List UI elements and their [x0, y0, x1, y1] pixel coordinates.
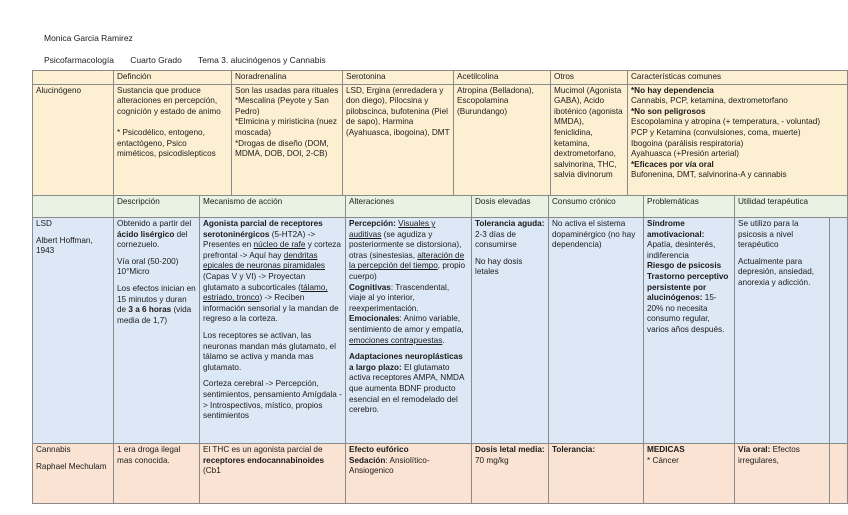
lsd-desc-route: Vía oral (50-200) 10°Micro	[117, 256, 179, 277]
cell-lsd-dosis	[472, 218, 549, 444]
table2-row-cannabis	[33, 444, 848, 504]
lsd-desc-acid: ácido lisérgico	[117, 229, 175, 239]
table1-header-definicion: Definción	[114, 71, 232, 85]
lsd-dosis-a1: Tolerancia aguda:	[475, 219, 545, 228]
table1-header-row	[33, 71, 848, 85]
lsd-util-b: Actualmente para depresión, ansiedad, anorexia y adicción.	[738, 256, 815, 287]
lsd-mec-t3: núcleo de rafe	[253, 240, 306, 250]
cell-otros: Mucimol (Agonista GABA), Acido iboténico (agonista MMDA), feniclidina, ketamina, dextrometorfano, salvinorina, THC, salvia divinorum	[551, 84, 628, 196]
cell-cannabis-consumo	[549, 444, 644, 504]
cell-lsd-problematicas	[644, 218, 735, 444]
lsd-prob-a2: Apatía, desinterés, indiferencia	[647, 240, 716, 260]
char-line-6: Ibogoina (parálisis respiratoria)	[631, 138, 744, 148]
cell-lsd-alteraciones	[346, 218, 472, 444]
cell-lsd-descripcion	[114, 218, 200, 444]
cell-lsd-mecanismo	[200, 218, 346, 444]
cannabis-mec-a: El THC es un agonista parcial de	[203, 445, 323, 454]
table2-header-mecanismo: Mecanismo de acción	[200, 196, 346, 218]
lsd-dosis-b: No hay dosis letales	[475, 256, 523, 277]
row-label-lsd	[33, 218, 114, 444]
lsd-author: Albert Hoffman, 1943	[36, 235, 93, 256]
cannabis-util-b: Efectos irregulares,	[738, 445, 800, 465]
row-label-alucinogeno: Alucinógeno	[33, 84, 114, 196]
lsd-alt-a2: Visuales y auditivas	[349, 219, 436, 239]
lsd-mec-t1: Agonista parcial de receptores serotoninérgicos	[203, 219, 323, 239]
lsd-alt-d2: El glutamato activa receptores AMPA, NMDA que aumenta BDNF producto esencial en el remodelado del cerebro.	[349, 362, 464, 415]
lsd-alt-c4: .	[442, 335, 445, 345]
lsd-desc-a1: Obtenido a partir del	[117, 219, 192, 228]
lsd-alt-b2: : Trascendental, viaje al yo interior, reexperimentación.	[349, 282, 450, 313]
cell-cannabis-descripcion: 1 era droga ilegal mas conocida.	[114, 444, 200, 504]
cannabis-alt-b2: : Ansiolítico-Ansiogenico	[349, 455, 430, 476]
char-line-7: Ayahuasca (+Presión arterial)	[631, 149, 739, 159]
table2-header-alteraciones: Alteraciones	[346, 196, 472, 218]
lsd-mec-t2: (5-HT2A) -> Presentes en	[203, 229, 316, 250]
table2-header-consumo: Consumo crónico	[549, 196, 644, 218]
lsd-name: LSD	[36, 219, 52, 228]
cannabis-consumo: Tolerancia:	[552, 445, 596, 454]
table2-header-problematicas: Problemáticas	[644, 196, 735, 218]
cannabis-prob-a: MEDICAS	[647, 445, 685, 454]
cell-cannabis-dosis	[472, 444, 549, 504]
table1-header-serotonina: Serotonina	[343, 71, 454, 85]
table2-header-empty	[33, 196, 114, 218]
lsd-alt-a3: (se agudiza y posteriormente se distorsiona), otras (sinestesias,	[349, 229, 462, 260]
char-line-2: Cannabis, PCP, ketamina, dextrometorfano	[631, 96, 788, 106]
lsd-alt-a5: , propio cuerpo)	[349, 261, 466, 281]
row-label-cannabis	[33, 444, 114, 504]
lsd-alt-a1: Percepción:	[349, 219, 399, 228]
cannabis-name: Cannabis	[36, 445, 71, 454]
cell-cannabis-extra	[830, 444, 848, 504]
table2-header-descripcion: Descripción	[114, 196, 200, 218]
lsd-mec-p3: Corteza cerebral -> Percepción, sentimientos, pensamiento Amígdala -> Introspectivos, místico, propios sentimientos	[203, 379, 342, 421]
table1-header-acetilcolina: Acetilcolina	[454, 71, 551, 85]
cannabis-author: Raphael Mechulam	[36, 461, 107, 471]
cannabis-alt-a: Efecto eufórico	[349, 445, 409, 454]
cell-cannabis-mecanismo	[200, 444, 346, 504]
cell-cannabis-problematicas	[644, 444, 735, 504]
lsd-dosis-a2: 2-3 días de consumirse	[475, 229, 517, 250]
subject-label: Psicofarmacología	[44, 55, 114, 65]
cannabis-mec-c: (Cb1	[203, 466, 221, 476]
substances-detail-table	[32, 195, 848, 504]
char-line-1: *No hay dependencia	[631, 85, 714, 95]
topic-label: Tema 3. alucinógenos y Cannabis	[198, 55, 326, 65]
lsd-alt-c3: emociones contrapuestas	[349, 335, 443, 345]
cannabis-util-a: Vía oral:	[738, 445, 771, 454]
lsd-util-a: Se utilizo para la psicosis a nivel terapéutico	[738, 219, 799, 250]
cell-noradrenalina: Son las usadas para rituales *Mescalina (Peyote y San Pedro) *Elmicina y miristicina (nuez moscada) *Drogas de diseño (DOM, MDMA, DOB, DOI, 2-CB)	[232, 84, 343, 196]
table1-header-empty	[33, 71, 114, 85]
table2-header-row	[33, 196, 848, 218]
cell-cannabis-utilidad	[735, 444, 830, 504]
table2-row-lsd	[33, 218, 848, 444]
lsd-mec-t5: dendritas epicales de neuronas piramidales	[203, 250, 325, 271]
cannabis-dosis-a: Dosis letal media:	[475, 445, 545, 454]
cell-caracteristicas	[628, 84, 848, 196]
lsd-alt-c2: : Animo variable, sentimiento de amor y empatía,	[349, 314, 464, 334]
lsd-prob-b1: Riesgo de psicosis Trastorno perceptivo persistente por alucinógenos:	[647, 261, 729, 303]
char-line-8: *Eficaces por vía oral	[631, 159, 714, 169]
author-name: Monica Garcia Ramirez	[44, 33, 133, 43]
cell-acetilcolina: Atropina (Belladona), Escopolamina (Burundango)	[454, 84, 551, 196]
lsd-desc-c1: Los efectos inician en 15 minutos y duran de	[117, 283, 196, 315]
char-line-5: PCP y Ketamina (convulsiones, coma, muerte)	[631, 127, 801, 137]
lsd-desc-a3: del cornezuelo.	[117, 229, 188, 250]
table1-row-alucinogeno	[33, 84, 848, 196]
lsd-mec-t7: tálamo, estriado, tronco	[203, 282, 328, 303]
table2-header-dosis: Dosis elevadas	[472, 196, 549, 218]
cannabis-dosis-b: 70 mg/kg	[475, 455, 509, 465]
cannabis-mec-b: receptores endocannabinoides	[203, 455, 325, 465]
char-line-9: Bufonenina, DMT, salvinorina-A y cannabis	[631, 170, 787, 180]
table1-header-otros: Otros	[551, 71, 628, 85]
cell-lsd-extra	[830, 218, 848, 444]
lsd-desc-duration: 3 a 6 horas	[128, 305, 172, 315]
cell-lsd-consumo: No activa el sistema dopaminérgico (no hay dependencia)	[549, 218, 644, 444]
cannabis-alt-b1: Sedación	[349, 455, 386, 465]
lsd-mec-p2: Los receptores se activan, las neuronas mandan más glutamato, el tálamo se activa y manda mas glutamato.	[203, 330, 336, 372]
table1-header-noradrenalina: Noradrenalina	[232, 71, 343, 85]
lsd-mec-t8: ) -> Reciben información sensorial y la mandan de regreso a la corteza.	[203, 293, 339, 324]
cell-definicion: Sustancia que produce alteraciones en percepción, cognición y estado de animo * Psicodélico, entogeno, entactógeno, Psico miméticos, psicodislepticos	[114, 84, 232, 196]
cell-cannabis-alteraciones	[346, 444, 472, 504]
char-line-3: *No son peligrosos	[631, 106, 706, 116]
lsd-alt-c1: Emocionales	[349, 314, 400, 324]
lsd-alt-d1: Adaptaciones neuroplásticas a largo plazo:	[349, 352, 463, 372]
cannabis-prob-b: * Cáncer	[647, 455, 679, 465]
document-subtitle	[44, 55, 340, 65]
lsd-prob-b2: 15-20% no necesita consumo regular, varios años después.	[647, 293, 725, 334]
lsd-mec-t4: y corteza prefrontal -> Aquí hay	[203, 240, 341, 260]
lsd-mec-t6: (Capas V y VI) -> Proyectan glutamato a subcorticales (	[203, 271, 306, 292]
lsd-desc-c3: (vida media de 1,7)	[117, 305, 192, 325]
grade-label: Cuarto Grado	[130, 55, 182, 65]
table1-header-caracteristicas: Características comunes	[628, 71, 848, 85]
cell-lsd-utilidad	[735, 218, 830, 444]
lsd-alt-b1: Cognitivas	[349, 282, 391, 292]
table2-header-utilidad: Utilidad terapéutica	[735, 196, 848, 218]
lsd-alt-a4: alteración de la percepción del tiempo	[349, 250, 465, 271]
lsd-prob-a1: Síndrome amotivacional:	[647, 219, 705, 239]
hallucinogen-classification-table	[32, 70, 848, 197]
cell-serotonina: LSD, Ergina (enredadera y don diego), Pilocsina y pilobscinca, bufotenina (Piel de sapo), Harmina (Ayahuasca, ibogoina), DMT	[343, 84, 454, 196]
char-line-4: Escopolamina y atropina (+ temperatura, - voluntad)	[631, 117, 821, 127]
